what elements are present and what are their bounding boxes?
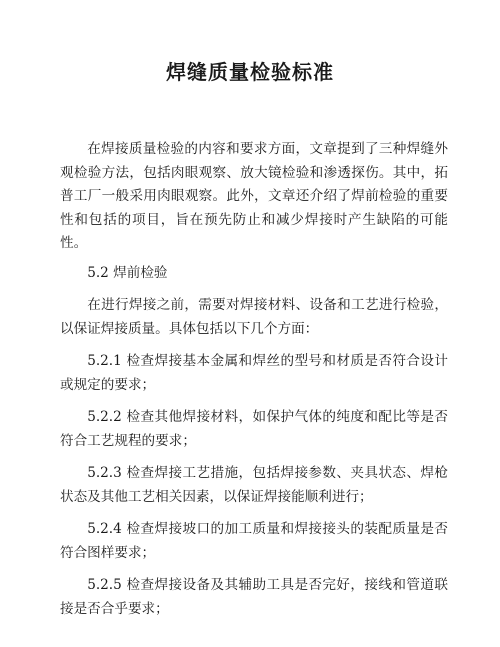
clause-5-2-4: 5.2.4 检查焊接坡口的加工质量和焊接接头的装配质量是否符合图样要求；: [60, 521, 448, 561]
document-body: [60, 138, 448, 630]
page-title: 焊缝质量检验标准: [166, 60, 334, 84]
clause-5-2-2: 5.2.2 检查其他焊接材料，如保护气体的纯度和配比等是否符合工艺规程的要求；: [60, 409, 448, 449]
section-heading: 5.2 焊前检验: [87, 264, 168, 281]
clause-5-2-1: 5.2.1 检查焊接基本金属和焊丝的型号和材质是否符合设计或规定的要求；: [60, 353, 448, 393]
clause-5-2-5: 5.2.5 检查焊接设备及其辅助工具是否完好，接线和管道联接是否合乎要求；: [60, 577, 448, 617]
section-intro-paragraph: 在进行焊接之前，需要对焊接材料、设备和工艺进行检验，以保证焊接质量。具体包括以下几个方面：: [60, 297, 448, 337]
intro-paragraph: 在焊接质量检验的内容和要求方面，文章提到了三种焊缝外观检验方法，包括肉眼观察、放大镜检验和渗透探伤。其中，拓普工厂一般采用肉眼观察。此外，文章还介绍了焊前检验的重要性和包括的项目，旨在预先防止和减少焊接时产生缺陷的可能性。: [60, 141, 448, 251]
clause-5-2-3: 5.2.3 检查焊接工艺措施，包括焊接参数、夹具状态、焊枪状态及其他工艺相关因素，以保证焊接能顺利进行；: [60, 465, 448, 505]
